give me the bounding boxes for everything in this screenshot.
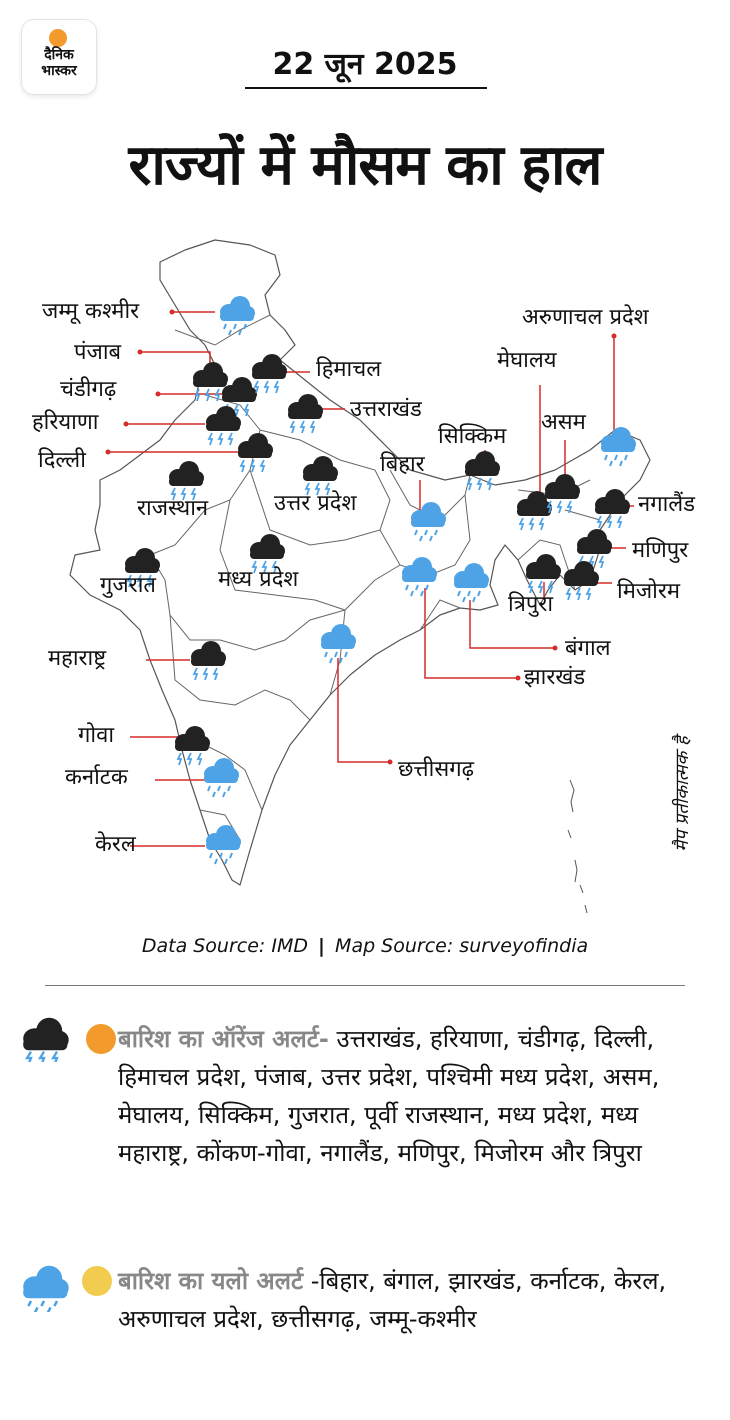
label-chandigarh: चंडीगढ़ (60, 377, 117, 402)
logo-line-2: भास्कर (41, 63, 77, 79)
label-maharashtra: महाराष्ट्र (48, 646, 107, 671)
yellow-alert-heading: बारिश का यलो अलर्ट (118, 1267, 304, 1295)
orange-alert-heading: बारिश का ऑरेंज अलर्ट- (118, 1025, 329, 1053)
label-gujarat: गुजरात (100, 573, 156, 598)
date-heading: 22 जून 2025 (272, 47, 458, 82)
label-meghalaya: मेघालय (497, 348, 557, 373)
label-nagaland: नगालैंड (638, 492, 695, 517)
label-chhattisgarh: छत्तीसगढ़ (398, 757, 474, 782)
label-bengal: बंगाल (565, 636, 611, 661)
map-source: Map Source: surveyofindia (335, 935, 589, 957)
yellow-alert-states: -बिहार, बंगाल, झारखंड, कर्नाटक, केरल, अरुणाचल प्रदेश, छत्तीसगढ़, जम्मू-कश्मीर (118, 1267, 667, 1333)
data-source: Data Source: IMD (141, 935, 308, 957)
yellow-alert-dot (82, 1266, 112, 1296)
yellow-alert-text (118, 1262, 708, 1338)
label-uttar-pradesh: उत्तर प्रदेश (274, 491, 357, 516)
andaman-islands (568, 780, 587, 913)
label-tripura: त्रिपुरा (508, 592, 554, 617)
label-manipur: मणिपुर (632, 538, 689, 563)
label-assam: असम (541, 410, 586, 435)
label-himachal: हिमाचल (316, 357, 382, 382)
label-delhi: दिल्ली (38, 448, 86, 473)
label-jammu-kashmir: जम्मू कश्मीर (42, 299, 140, 324)
divider (45, 985, 685, 986)
label-arunachal: अरुणाचल प्रदेश (522, 305, 649, 330)
label-rajasthan: राजस्थान (137, 496, 209, 521)
storm-cloud-icon (18, 1014, 70, 1062)
label-kerala: केरल (95, 832, 136, 857)
label-goa: गोवा (78, 723, 115, 748)
label-madhya-pradesh: मध्य प्रदेश (218, 567, 299, 592)
orange-alert-states: उत्तराखंड, हरियाणा, चंडीगढ़, दिल्ली, हिमाचल प्रदेश, पंजाब, उत्तर प्रदेश, पश्चिमी मध्य प्रदेश, असम, मेघालय, सिक्किम, गुजरात, पूर्वी राजस्थान, मध्य प्रदेश, मध्य महाराष्ट्र, कोंकण-गोवा, नगालैंड, मणिपुर, मिजोरम और त्रिपुरा (118, 1025, 660, 1167)
label-sikkim: सिक्किम (438, 424, 507, 449)
orange-alert-dot (86, 1024, 116, 1054)
label-karnataka: कर्नाटक (65, 765, 128, 790)
label-bihar: बिहार (380, 452, 425, 477)
source-separator: | (318, 935, 325, 957)
label-mizoram: मिजोरम (617, 579, 681, 604)
label-haryana: हरियाणा (32, 410, 99, 435)
orange-alert-text (118, 1020, 708, 1172)
label-jharkhand: झारखंड (524, 665, 586, 690)
page-title: राज्यों में मौसम का हाल (128, 133, 602, 198)
label-uttarakhand: उत्तराखंड (350, 397, 422, 422)
logo-line-1: दैनिक (44, 47, 74, 63)
label-punjab: पंजाब (74, 340, 122, 365)
map-disclaimer: मैप प्रतीकात्मक है (672, 736, 693, 852)
source-line (0, 935, 730, 957)
rain-cloud-icon (18, 1262, 70, 1312)
